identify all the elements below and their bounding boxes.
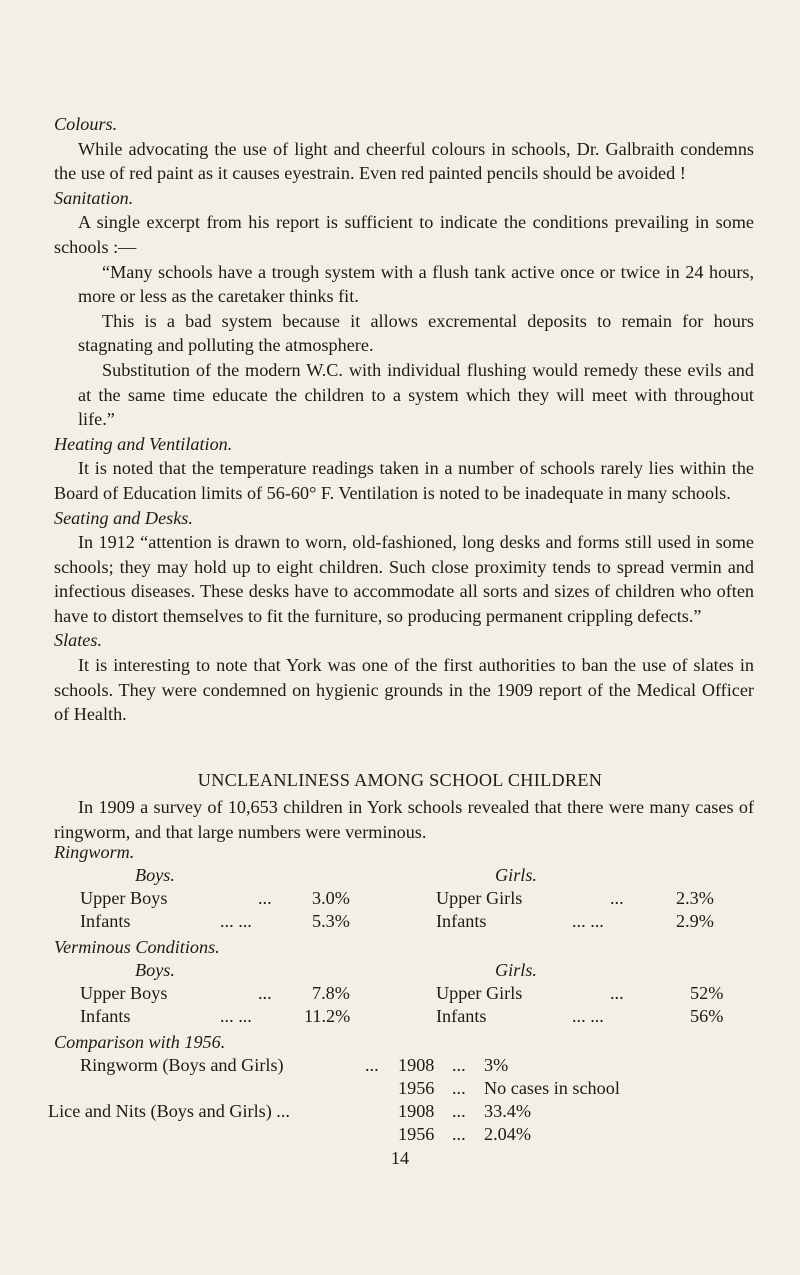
body-text [54, 112, 754, 727]
seating-paragraph: In 1912 “attention is drawn to worn, old-fashioned, long desks and forms still used in some schools; they may hold up to eight children. Such close proximity tends to spread vermin and infectious diseases. These desks have to accommodate all sorts and sizes of children who often have to distort themselves to fit the furniture, so producing permanent crippling defects.” [54, 532, 754, 626]
comparison-dots: ... [452, 1078, 466, 1098]
comparison-ringworm-label: Ringworm (Boys and Girls) [80, 1055, 284, 1075]
ringworm-girls-row-dots: ... ... [572, 911, 604, 931]
ringworm-girls-row-label: Infants [436, 911, 487, 931]
comparison-year: 1908 [398, 1101, 435, 1121]
slates-paragraph: It is interesting to note that York was one of the first authorities to ban the use of slates in schools. They were condemned on hygienic grounds in the 1909 report of the Medical Officer of Health. [54, 655, 754, 725]
uncleanliness-title: UNCLEANLINESS AMONG SCHOOL CHILDREN [197, 770, 603, 790]
verminous-boys-row-value: 7.8% [312, 983, 350, 1003]
verminous-boys-heading: Boys. [135, 960, 175, 980]
ringworm-girls-heading: Girls. [495, 865, 537, 885]
heating-paragraph: It is noted that the temperature readings taken in a number of schools rarely lies within the Board of Education limits of 56-60° F. Ventilation is noted to be inadequate in many schools. [54, 458, 754, 503]
verminous-heading: Verminous Conditions. [54, 937, 220, 957]
sanitation-heading: Sanitation. [54, 187, 134, 208]
sanitation-quote-2: This is a bad system because it allows excremental deposits to remain for hours stagnating and polluting the atmosphere. [78, 310, 754, 356]
verminous-boys-row-label: Upper Boys [80, 983, 168, 1003]
uncleanliness-intro: In 1909 a survey of 10,653 children in York schools revealed that there were many cases of ringworm, and that large numbers were verminous. [54, 797, 754, 842]
colours-heading: Colours. [54, 114, 118, 134]
verminous-girls-row-label: Infants [436, 1006, 487, 1026]
comparison-ringworm-dots: ... [365, 1055, 379, 1075]
verminous-boys-row-dots: ... ... [220, 1006, 252, 1026]
comparison-value: 33.4% [484, 1101, 531, 1121]
comparison-value: 2.04% [484, 1124, 531, 1144]
comparison-year: 1956 [398, 1124, 435, 1144]
sanitation-quote-1: “Many schools have a trough system with a flush tank active once or twice in 24 hours, more or less as the caretaker thinks fit. [78, 261, 754, 307]
ringworm-boys-row-value: 5.3% [312, 911, 350, 931]
verminous-boys-row-dots: ... [258, 983, 272, 1003]
ringworm-boys-heading: Boys. [135, 865, 175, 885]
verminous-girls-row-dots: ... [610, 983, 624, 1003]
comparison-lice-label: Lice and Nits (Boys and Girls) ... [48, 1101, 290, 1121]
slates-heading: Slates. [54, 630, 102, 651]
ringworm-girls-row-dots: ... [610, 888, 624, 908]
verminous-girls-row-value: 52% [690, 983, 724, 1003]
verminous-boys-row-value: 11.2% [304, 1006, 351, 1026]
comparison-dots: ... [452, 1055, 466, 1075]
ringworm-girls-row-value: 2.9% [676, 911, 714, 931]
comparison-dots: ... [452, 1124, 466, 1144]
comparison-value: No cases in school [484, 1078, 620, 1098]
verminous-girls-row-dots: ... ... [572, 1006, 604, 1026]
seating-heading: Seating and Desks. [54, 507, 193, 528]
verminous-girls-row-label: Upper Girls [436, 983, 523, 1003]
sanitation-quote-3: Substitution of the modern W.C. with individual flushing would remedy these evils and at the same time educate the children to a system which they will meet with throughout life.” [78, 359, 754, 430]
verminous-boys-row-label: Infants [80, 1006, 131, 1026]
comparison-year: 1908 [398, 1055, 435, 1075]
verminous-girls-row-value: 56% [690, 1006, 724, 1026]
comparison-value: 3% [484, 1055, 509, 1075]
sanitation-paragraph: A single excerpt from his report is sufficient to indicate the conditions prevailing in some schools :— [54, 212, 754, 257]
comparison-dots: ... [452, 1101, 466, 1121]
heating-heading: Heating and Ventilation. [54, 433, 233, 454]
comparison-heading: Comparison with 1956. [54, 1032, 226, 1052]
ringworm-girls-row-label: Upper Girls [436, 888, 523, 908]
ringworm-boys-row-label: Upper Boys [80, 888, 168, 908]
ringworm-boys-row-dots: ... [258, 888, 272, 908]
ringworm-boys-row-dots: ... ... [220, 911, 252, 931]
colours-paragraph: While advocating the use of light and cheerful colours in schools, Dr. Galbraith condemns the use of red paint as it causes eyestrain. Even red painted pencils should be avoided ! [54, 138, 754, 184]
ringworm-girls-row-value: 2.3% [676, 888, 714, 908]
ringworm-boys-row-value: 3.0% [312, 888, 350, 908]
ringworm-boys-row-label: Infants [80, 911, 131, 931]
verminous-girls-heading: Girls. [495, 960, 537, 980]
comparison-year: 1956 [398, 1078, 435, 1098]
ringworm-heading: Ringworm. [54, 842, 135, 862]
page-number: 14 [390, 1148, 410, 1168]
